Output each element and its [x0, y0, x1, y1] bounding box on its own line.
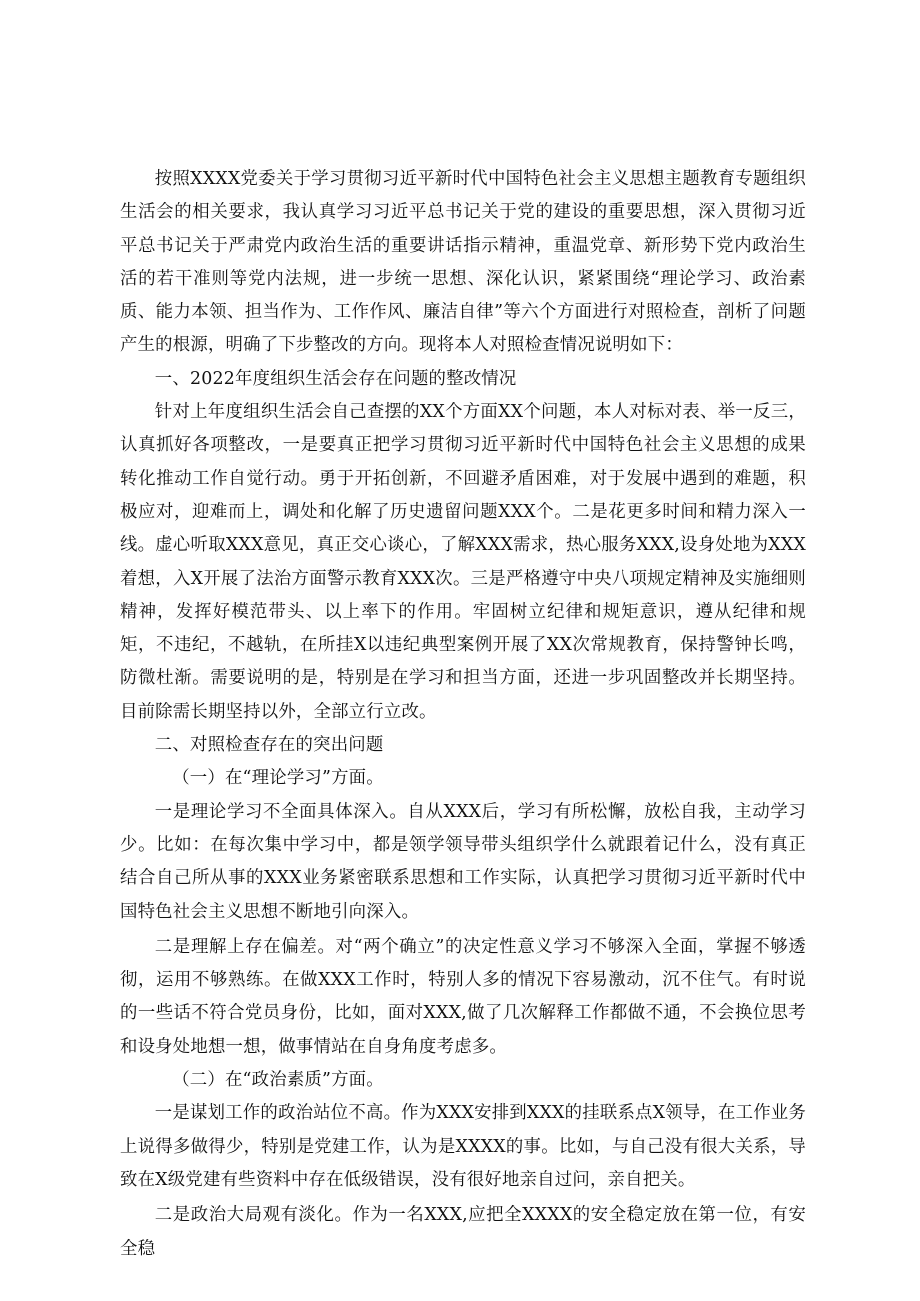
subsection-2-paragraph-1: 一是谋划工作的政治站位不高。作为XXX安排到XXX的挂联系点X领导，在工作业务上说得多做得少，特别是党建工作，认为是XXXX的事。比如，与自己没有很大关系，导致在X级党建有些资料中存在低级错误，没有很好地亲自过问，亲自把关。 [120, 1103, 806, 1190]
subsection-1-paragraph-2: 二是理解上存在偏差。对“两个确立”的决定性意义学习不够深入全面，掌握不够透彻，运用不够熟练。在做XXX工作时，特别人多的情况下容易激动，沉不住气。有时说的一些话不符合党员身份，比如，面对XXX,做了几次解释工作都做不通，不会换位思考和设身处地想一想，做事情站在自身角度考虑多。 [120, 936, 806, 1057]
section-1-heading: 一、2022年度组织生活会存在问题的整改情况 [154, 368, 517, 389]
subsection-2-paragraph-2: 二是政治大局观有淡化。作为一名XXX,应把全XXXX的安全稳定放在第一位，有安全稳 [120, 1205, 806, 1259]
subsection-2-heading: （二）在“政治素质”方面。 [172, 1070, 384, 1091]
intro-paragraph: 按照XXXX党委关于学习贯彻习近平新时代中国特色社会主义思想主题教育专题组织生活会的相关要求，我认真学习习近平总书记关于党的建设的重要思想，深入贯彻习近平总书记关于严肃党内政治生活的重要讲话指示精神，重温党章、新形势下党内政治生活的若干准则等党内法规，进一步统一思想、深化认识，紧紧围绕“理论学习、政治素质、能力本领、担当作为、工作作风、廉洁自律”等六个方面进行对照检查，剖析了问题产生的根源，明确了下步整改的方向。现将本人对照检查情况说明如下： [120, 169, 806, 356]
document-page [120, 163, 806, 1266]
section-1-body: 针对上年度组织生活会自己查摆的XX个方面XX个问题，本人对标对表、举一反三，认真抓好各项整改，一是要真正把学习贯彻习近平新时代中国特色社会主义思想的成果转化推动工作自觉行动。勇于开拓创新，不回避矛盾困难，对于发展中遇到的难题，积极应对，迎难而上，调处和化解了历史遗留问题XXX个。二是花更多时间和精力深入一线。虚心听取XXX意见，真正交心谈心，了解XXX需求，热心服务XXX,设身处地为XXX着想，入X开展了法治方面警示教育XXX次。三是严格遵守中央八项规定精神及实施细则精神，发挥好模范带头、以上率下的作用。牢固树立纪律和规矩意识，遵从纪律和规矩，不违纪，不越轨，在所挂X以违纪典型案例开展了XX次常规教育，保持警钟长鸣，防微杜渐。需要说明的是，特别是在学习和担当方面，还进一步巩固整改并长期坚持。目前除需长期坚持以外，全部立行立改。 [120, 402, 806, 722]
subsection-1-heading: （一）在“理论学习”方面。 [172, 768, 384, 789]
subsection-1-paragraph-1: 一是理论学习不全面具体深入。自从XXX后，学习有所松懈，放松自我，主动学习少。比如：在每次集中学习中，都是领学领导带头组织学什么就跟着记什么，没有真正结合自己所从事的XXX业务紧密联系思想和工作实际，认真把学习贯彻习近平新时代中国特色社会主义思想不断地引向深入。 [120, 801, 806, 922]
section-2-heading: 二、对照检查存在的突出问题 [154, 735, 384, 756]
